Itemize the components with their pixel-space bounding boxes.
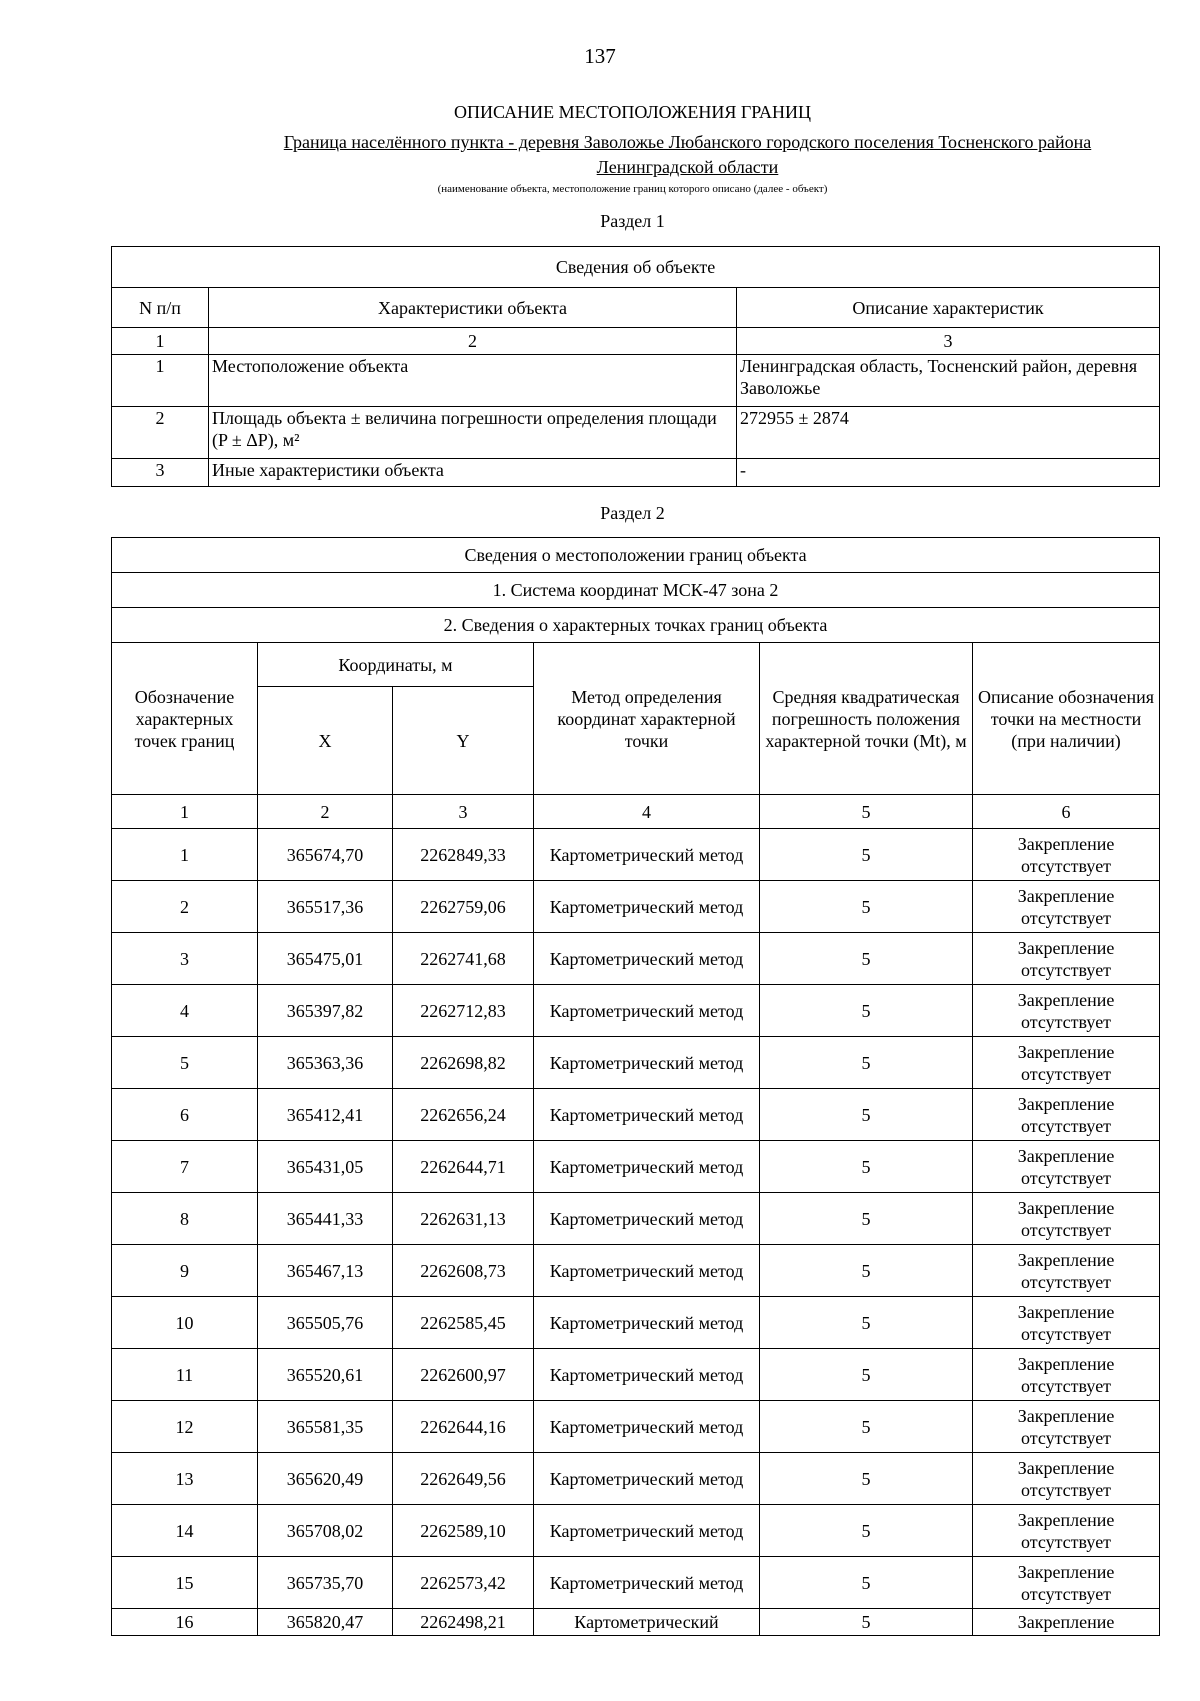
point-number: 13 — [112, 1453, 258, 1505]
characteristic-value: 272955 ± 2874 — [737, 407, 1160, 459]
table-row — [112, 829, 1160, 881]
coordinate-y: 2262608,73 — [393, 1245, 534, 1297]
point-description: Закрепление — [973, 1609, 1160, 1636]
point-description: Закрепление отсутствует — [973, 1349, 1160, 1401]
object-info-table — [111, 246, 1160, 487]
coordinate-y: 2262644,16 — [393, 1401, 534, 1453]
header-characteristic: Характеристики объекта — [209, 288, 737, 328]
error-value: 5 — [760, 1401, 973, 1453]
coordinate-x: 365397,82 — [258, 985, 393, 1037]
coordinate-x: 365412,41 — [258, 1089, 393, 1141]
coordinate-x: 365674,70 — [258, 829, 393, 881]
coordinate-y: 2262631,13 — [393, 1193, 534, 1245]
point-number: 16 — [112, 1609, 258, 1636]
boundary-table-title: Сведения о местоположении границ объекта — [112, 538, 1160, 573]
coordinate-x: 365467,13 — [258, 1245, 393, 1297]
coordinate-x: 365581,35 — [258, 1401, 393, 1453]
error-value: 5 — [760, 1505, 973, 1557]
table-row — [112, 1089, 1160, 1141]
table-row — [112, 881, 1160, 933]
coordinate-y: 2262600,97 — [393, 1349, 534, 1401]
error-value: 5 — [760, 829, 973, 881]
table-row — [112, 1505, 1160, 1557]
point-number: 14 — [112, 1505, 258, 1557]
coordinate-x: 365441,33 — [258, 1193, 393, 1245]
header-point-description: Описание обозначения точки на местности (при наличии) — [973, 643, 1160, 795]
point-description: Закрепление отсутствует — [973, 933, 1160, 985]
method: Картометрический метод — [534, 1349, 760, 1401]
method: Картометрический метод — [534, 881, 760, 933]
table-row — [112, 1245, 1160, 1297]
coordinate-y: 2262712,83 — [393, 985, 534, 1037]
row-number: 3 — [112, 459, 209, 487]
method: Картометрический метод — [534, 1557, 760, 1609]
point-description: Закрепление отсутствует — [973, 1453, 1160, 1505]
error-value: 5 — [760, 1141, 973, 1193]
error-value: 5 — [760, 1609, 973, 1636]
point-description: Закрепление отсутствует — [973, 1505, 1160, 1557]
table-row — [112, 1141, 1160, 1193]
coordinate-x: 365517,36 — [258, 881, 393, 933]
method: Картометрический метод — [534, 1037, 760, 1089]
table-row — [112, 933, 1160, 985]
point-number: 6 — [112, 1089, 258, 1141]
error-value: 5 — [760, 1089, 973, 1141]
coordinate-x: 365735,70 — [258, 1557, 393, 1609]
coordinate-y: 2262498,21 — [393, 1609, 534, 1636]
point-number: 3 — [112, 933, 258, 985]
error-value: 5 — [760, 1037, 973, 1089]
coordinate-x: 365708,02 — [258, 1505, 393, 1557]
section-1-label: Раздел 1 — [600, 211, 665, 231]
method: Картометрический метод — [534, 1089, 760, 1141]
characteristic-value: Ленинградская область, Тосненский район, деревня Заволожье — [737, 355, 1160, 407]
method: Картометрический метод — [534, 985, 760, 1037]
coordinate-x: 365475,01 — [258, 933, 393, 985]
method: Картометрический метод — [534, 933, 760, 985]
method: Картометрический метод — [534, 1401, 760, 1453]
coordinate-y: 2262644,71 — [393, 1141, 534, 1193]
characteristic-value: - — [737, 459, 1160, 487]
error-value: 5 — [760, 1245, 973, 1297]
document-title: ОПИСАНИЕ МЕСТОПОЛОЖЕНИЯ ГРАНИЦ — [454, 102, 811, 122]
table-row — [112, 985, 1160, 1037]
error-value: 5 — [760, 1297, 973, 1349]
coordinate-x: 365363,36 — [258, 1037, 393, 1089]
method: Картометрический метод — [534, 829, 760, 881]
coordinate-y: 2262759,06 — [393, 881, 534, 933]
point-description: Закрепление отсутствует — [973, 1141, 1160, 1193]
coordinate-x: 365520,61 — [258, 1349, 393, 1401]
coordinate-y: 2262589,10 — [393, 1505, 534, 1557]
table-row — [112, 1297, 1160, 1349]
page-number: 137 — [584, 44, 616, 68]
table-row — [112, 1349, 1160, 1401]
point-number: 2 — [112, 881, 258, 933]
object-name-line-2: Ленинградской области — [596, 157, 779, 177]
point-description: Закрепление отсутствует — [973, 985, 1160, 1037]
point-description: Закрепление отсутствует — [973, 829, 1160, 881]
header-designation: Обозначение характерных точек границ — [112, 643, 258, 795]
error-value: 5 — [760, 1349, 973, 1401]
col-number: 5 — [760, 795, 973, 829]
point-number: 15 — [112, 1557, 258, 1609]
table-row — [112, 459, 1160, 487]
table-row — [112, 1401, 1160, 1453]
points-body — [112, 829, 1160, 1636]
object-name-caption: (наименование объекта, местоположение границ которого описано (далее - объект) — [437, 183, 828, 195]
error-value: 5 — [760, 933, 973, 985]
header-description: Описание характеристик — [737, 288, 1160, 328]
header-method: Метод определения координат характерной точки — [534, 643, 760, 795]
point-description: Закрепление отсутствует — [973, 1089, 1160, 1141]
boundary-points-table — [111, 537, 1160, 1636]
characteristic-name: Местоположение объекта — [209, 355, 737, 407]
point-description: Закрепление отсутствует — [973, 1193, 1160, 1245]
object-name — [110, 130, 1200, 180]
error-value: 5 — [760, 1557, 973, 1609]
point-description: Закрепление отсутствует — [973, 1297, 1160, 1349]
characteristic-name: Иные характеристики объекта — [209, 459, 737, 487]
coordinate-x: 365820,47 — [258, 1609, 393, 1636]
object-info-title: Сведения об объекте — [112, 247, 1160, 288]
method: Картометрический метод — [534, 1193, 760, 1245]
coordinate-x: 365505,76 — [258, 1297, 393, 1349]
method: Картометрический — [534, 1609, 760, 1636]
point-description: Закрепление отсутствует — [973, 881, 1160, 933]
method: Картометрический метод — [534, 1505, 760, 1557]
coordinate-y: 2262656,24 — [393, 1089, 534, 1141]
table-row — [112, 355, 1160, 407]
col-number: 2 — [209, 328, 737, 355]
method: Картометрический метод — [534, 1297, 760, 1349]
method: Картометрический метод — [534, 1141, 760, 1193]
error-value: 5 — [760, 985, 973, 1037]
row-number: 2 — [112, 407, 209, 459]
point-number: 8 — [112, 1193, 258, 1245]
characteristic-name: Площадь объекта ± величина погрешности определения площади (P ± ΔP), м² — [209, 407, 737, 459]
coordinate-y: 2262849,33 — [393, 829, 534, 881]
point-description: Закрепление отсутствует — [973, 1037, 1160, 1089]
coordinate-y: 2262573,42 — [393, 1557, 534, 1609]
point-number: 11 — [112, 1349, 258, 1401]
point-description: Закрепление отсутствует — [973, 1245, 1160, 1297]
col-number: 4 — [534, 795, 760, 829]
header-number: N п/п — [112, 288, 209, 328]
point-number: 12 — [112, 1401, 258, 1453]
point-number: 10 — [112, 1297, 258, 1349]
error-value: 5 — [760, 1453, 973, 1505]
table-row — [112, 1557, 1160, 1609]
object-name-line-1: Граница населённого пункта - деревня Заволожье Любанского городского поселения Тосненского района — [283, 132, 1092, 152]
coordinate-x: 365431,05 — [258, 1141, 393, 1193]
header-y: Y — [393, 687, 534, 795]
coordinate-y: 2262741,68 — [393, 933, 534, 985]
header-x: X — [258, 687, 393, 795]
table-row — [112, 407, 1160, 459]
table-row — [112, 1037, 1160, 1089]
point-description: Закрепление отсутствует — [973, 1557, 1160, 1609]
point-number: 7 — [112, 1141, 258, 1193]
table-row — [112, 1609, 1160, 1636]
col-number: 1 — [112, 795, 258, 829]
row-number: 1 — [112, 355, 209, 407]
col-number: 3 — [737, 328, 1160, 355]
table-row — [112, 1193, 1160, 1245]
point-number: 1 — [112, 829, 258, 881]
header-error: Средняя квадратическая погрешность положения характерной точки (Mt), м — [760, 643, 973, 795]
coordinate-system: 1. Система координат МСК-47 зона 2 — [112, 573, 1160, 608]
coordinate-y: 2262649,56 — [393, 1453, 534, 1505]
point-number: 9 — [112, 1245, 258, 1297]
point-number: 5 — [112, 1037, 258, 1089]
col-number: 2 — [258, 795, 393, 829]
table-row — [112, 1453, 1160, 1505]
col-number: 6 — [973, 795, 1160, 829]
coordinate-y: 2262698,82 — [393, 1037, 534, 1089]
error-value: 5 — [760, 1193, 973, 1245]
col-number: 1 — [112, 328, 209, 355]
coordinate-y: 2262585,45 — [393, 1297, 534, 1349]
error-value: 5 — [760, 881, 973, 933]
point-number: 4 — [112, 985, 258, 1037]
section-2-label: Раздел 2 — [600, 503, 665, 523]
point-description: Закрепление отсутствует — [973, 1401, 1160, 1453]
method: Картометрический метод — [534, 1245, 760, 1297]
header-coordinates: Координаты, м — [258, 643, 534, 687]
col-number: 3 — [393, 795, 534, 829]
points-title: 2. Сведения о характерных точках границ объекта — [112, 608, 1160, 643]
coordinate-x: 365620,49 — [258, 1453, 393, 1505]
method: Картометрический метод — [534, 1453, 760, 1505]
